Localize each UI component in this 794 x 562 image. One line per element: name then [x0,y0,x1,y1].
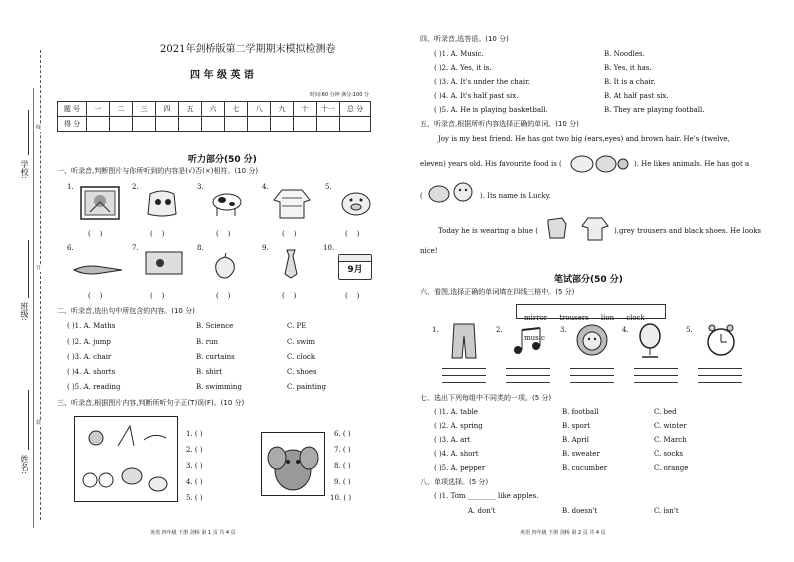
binding-solid-line [33,88,34,528]
binding-mark-bind: 装 [36,420,42,426]
q1-answer-bracket[interactable]: ( ) [345,230,360,238]
q1-image-2-picture [142,186,182,220]
q6-writing-lines[interactable] [698,362,742,383]
time-info: 时间:60 分钟 满分:100 分 [310,92,370,98]
q1-num-2: 2. [132,183,139,191]
q5-text-line-5: nice! [420,247,438,255]
q6-num-5: 5. [686,326,693,334]
score-cell: 一 [87,102,110,117]
q3-item[interactable]: 5. ( ) [186,494,203,502]
footer-right: 英语 四年级 下册 剑桥 第 2 页 共 4 页 [520,530,606,536]
q4-option-b[interactable]: B. It is a chair. [604,78,656,86]
q1-image-5-pig [336,186,376,220]
footer-left: 英语 四年级 下册 剑桥 第 1 页 共 4 页 [150,530,236,536]
q8-option-b[interactable]: B. doesn't [562,507,598,515]
q4-instruction: 四、听录音,选答语。(10 分) [420,35,509,43]
q1-num-6: 6. [67,244,74,252]
q7-option-a[interactable]: ( )1. A. table [434,408,478,416]
q1-image-7-board [144,248,184,278]
q4-option-a[interactable]: ( )2. A. Yes, it is. [434,64,492,72]
score-value-row [58,117,371,132]
q7-option-c[interactable]: C. orange [654,464,689,472]
score-input[interactable] [87,117,110,132]
score-cell: 八 [248,102,271,117]
q6-writing-lines[interactable] [442,362,486,383]
q6-trousers-picture [450,322,478,360]
q2-option-c[interactable]: C. shoes [287,368,317,376]
score-cell: 总 分 [340,102,371,117]
q7-option-c[interactable]: C. March [654,436,687,444]
q1-answer-bracket[interactable]: ( ) [345,292,360,300]
q2-option-b[interactable]: B. run [196,338,218,346]
score-input[interactable] [317,117,340,132]
score-cell: 题 号 [58,102,87,117]
q7-option-b[interactable]: B. sweater [562,450,600,458]
class-field-line [28,240,29,298]
score-input[interactable] [294,117,317,132]
q6-writing-lines[interactable] [570,362,614,383]
q5-pet-picture [425,178,479,206]
calendar-month: 9月 [347,265,363,275]
q7-option-a[interactable]: ( )5. A. pepper [434,464,486,472]
q1-image-6-crocodile [72,258,124,280]
q3-item[interactable]: 8. ( ) [334,462,351,470]
q7-option-c[interactable]: C. winter [654,422,687,430]
q1-answer-bracket[interactable]: ( ) [282,292,297,300]
score-cell: 得 分 [58,117,87,132]
q3-item[interactable]: 10. ( ) [330,494,352,502]
q7-option-b[interactable]: B. April [562,436,589,444]
q1-answer-bracket[interactable]: ( ) [88,230,103,238]
q7-option-b[interactable]: B. cucumber [562,464,608,472]
score-input[interactable] [271,117,294,132]
q1-image-4-sweater [272,186,312,220]
q5-text-line-4a: Today he is wearing a blue ( [438,227,538,235]
q2-option-c[interactable]: C. painting [287,383,326,391]
score-cell: 七 [225,102,248,117]
q3-item[interactable]: 6. ( ) [334,430,351,438]
q1-num-4: 4. [262,183,269,191]
score-cell: 六 [202,102,225,117]
q7-option-a[interactable]: ( )3. A. art [434,436,471,444]
q2-option-a[interactable]: ( )4. A. shorts [67,368,116,376]
word-bank-item: clock [626,314,645,322]
q7-option-a[interactable]: ( )2. A. spring [434,422,483,430]
score-input[interactable] [156,117,179,132]
score-input[interactable] [110,117,133,132]
q4-option-a[interactable]: ( )5. A. He is playing basketball. [434,106,548,114]
score-cell: 九 [271,102,294,117]
q1-num-10: 10. [323,244,335,252]
binding-dashed-line [40,50,41,520]
q3-scene-picture-left [74,416,178,502]
q5-food-picture [568,150,630,176]
q2-option-b[interactable]: B. curtains [196,353,235,361]
q2-option-c[interactable]: C. PE [287,322,307,330]
exam-title: 2021年剑桥版第二学期期末模拟检测卷 [160,44,336,55]
calendar-rings [339,255,371,262]
q4-option-a[interactable]: ( )1. A. Music. [434,50,484,58]
q8-question-1[interactable]: ( )1. Tom ________ like apples. [434,492,539,500]
q6-music-picture [506,324,548,358]
word-bank-item: music [524,334,545,342]
q2-option-b[interactable]: B. swimming [196,383,242,391]
q5-text-line-3b: ). Its name is Lucky. [480,192,551,200]
q7-instruction: 七、选出下列每组中不同类的一项。(5 分) [420,394,552,402]
score-input[interactable] [133,117,156,132]
q6-num-2: 2. [496,326,503,334]
q2-option-b[interactable]: B. shirt [196,368,223,376]
score-input[interactable] [225,117,248,132]
score-header-row [58,102,371,117]
q4-option-b[interactable]: B. They are playing football. [604,106,705,114]
name-field-line [28,390,29,450]
q2-option-a[interactable]: ( )1. A. Maths [67,322,116,330]
q3-item[interactable]: 3. ( ) [186,462,203,470]
q1-answer-bracket[interactable]: ( ) [150,292,165,300]
q6-word-bank [516,304,666,342]
q6-num-3: 3. [560,326,567,334]
q7-option-c[interactable]: C. bed [654,408,677,416]
q6-lion-picture [572,322,612,360]
q6-clock-picture [704,322,738,358]
q1-num-8: 8. [197,244,204,252]
score-cell: 四 [156,102,179,117]
q2-option-b[interactable]: B. Science [196,322,234,330]
score-cell: 十 [294,102,317,117]
q3-instruction: 三、听录音,根据图片内容,判断所听句子正(T)误(F)。(10 分) [57,399,245,407]
q2-option-a[interactable]: ( )5. A. reading [67,383,121,391]
q1-num-1: 1. [67,183,74,191]
q5-instruction: 五、听录音,根据所听内容选择正确的单词。(10 分) [420,120,579,128]
binding-mark-order: 订 [36,265,42,271]
q7-option-c[interactable]: C. socks [654,450,684,458]
score-input[interactable] [179,117,202,132]
exam-subtitle: 四 年 级 英 语 [190,70,254,81]
score-cell: 五 [179,102,202,117]
score-cell: 二 [110,102,133,117]
score-cell: 十一 [317,102,340,117]
q6-num-1: 1. [432,326,439,334]
q2-option-a[interactable]: ( )2. A. jump [67,338,111,346]
q3-elephant-picture [261,432,325,496]
q1-image-10-calendar [338,254,372,280]
writing-title: 笔试部分(50 分) [554,275,623,285]
q6-writing-lines[interactable] [634,362,678,383]
q1-num-9: 9. [262,244,269,252]
word-bank-item: mirror [524,314,548,322]
q8-option-c[interactable]: C. isn't [654,507,679,515]
q5-clothes-picture [544,214,610,242]
q3-item[interactable]: 2. ( ) [186,446,203,454]
q8-option-a[interactable]: A. don't [468,507,496,515]
q2-option-a[interactable]: ( )3. A. chair [67,353,112,361]
word-bank-item: trousers [559,314,589,322]
q6-num-4: 4. [622,326,629,334]
q4-option-b[interactable]: B. Yes, it has. [604,64,652,72]
q8-instruction: 八、单项选择。(5 分) [420,478,489,486]
q1-instruction: 一、听录音,判断图片与你所听到的内容是(√)否(×)相符。(10 分) [57,167,259,175]
q1-image-8-fruit [210,252,240,280]
q7-option-b[interactable]: B. sport [562,422,591,430]
q6-instruction: 六、看图,选择正确的单词填在四线三格中。(5 分) [420,288,575,296]
q1-answer-bracket[interactable]: ( ) [282,230,297,238]
class-label: 班级: [20,302,29,321]
listening-title: 听力部分(50 分) [188,155,257,165]
q1-num-3: 3. [197,183,204,191]
q1-answer-bracket[interactable]: ( ) [216,292,231,300]
q6-mirror-picture [636,322,664,360]
q3-item[interactable]: 4. ( ) [186,478,203,486]
q1-image-3-cow [207,186,247,220]
q6-writing-lines[interactable] [506,362,550,383]
q4-option-a[interactable]: ( )4. A. It's half past six. [434,92,519,100]
q4-option-a[interactable]: ( )3. A. It's under the chair. [434,78,530,86]
q2-instruction: 二、听录音,选出句中所包含的内容。(10 分) [57,307,195,315]
q1-num-5: 5. [325,183,332,191]
q3-item[interactable]: 7. ( ) [334,446,351,454]
score-input[interactable] [248,117,271,132]
q5-text-line-3a: ( [420,192,423,200]
q2-option-c[interactable]: C. swim [287,338,316,346]
q4-option-b[interactable]: B. At half past six. [604,92,669,100]
q5-text-line-1: Joy is my best friend. He has got two big (ears,eyes) and brown hair. He's (twelve, [438,135,730,143]
q1-image-1-picture [80,186,120,220]
q7-option-b[interactable]: B. football [562,408,599,416]
score-input[interactable] [340,117,371,132]
q1-num-7: 7. [132,244,139,252]
q5-text-line-4b: ),grey trousers and black shoes. He looks [614,227,762,235]
q7-option-a[interactable]: ( )4. A. short [434,450,479,458]
q5-text-line-2b: ). He likes animals. He has got a [634,160,750,168]
q1-answer-bracket[interactable]: ( ) [216,230,231,238]
q1-answer-bracket[interactable]: ( ) [88,292,103,300]
q2-option-c[interactable]: C. clock [287,353,316,361]
binding-margin [0,0,50,562]
score-cell: 三 [133,102,156,117]
name-label: 姓名: [20,455,29,474]
q3-item[interactable]: 9. ( ) [334,478,351,486]
q1-image-9-tie [277,248,305,280]
score-table [57,101,371,132]
q1-answer-bracket[interactable]: ( ) [150,230,165,238]
q3-item[interactable]: 1. ( ) [186,430,203,438]
school-label: 学校: [20,160,29,179]
score-input[interactable] [202,117,225,132]
q5-text-line-2: eleven) years old. His favourite food is ( [420,160,562,168]
word-bank-item: lion [600,314,615,322]
binding-mark-line: 线 [36,125,42,131]
q4-option-b[interactable]: B. Noodles. [604,50,645,58]
school-field-line [28,110,29,155]
